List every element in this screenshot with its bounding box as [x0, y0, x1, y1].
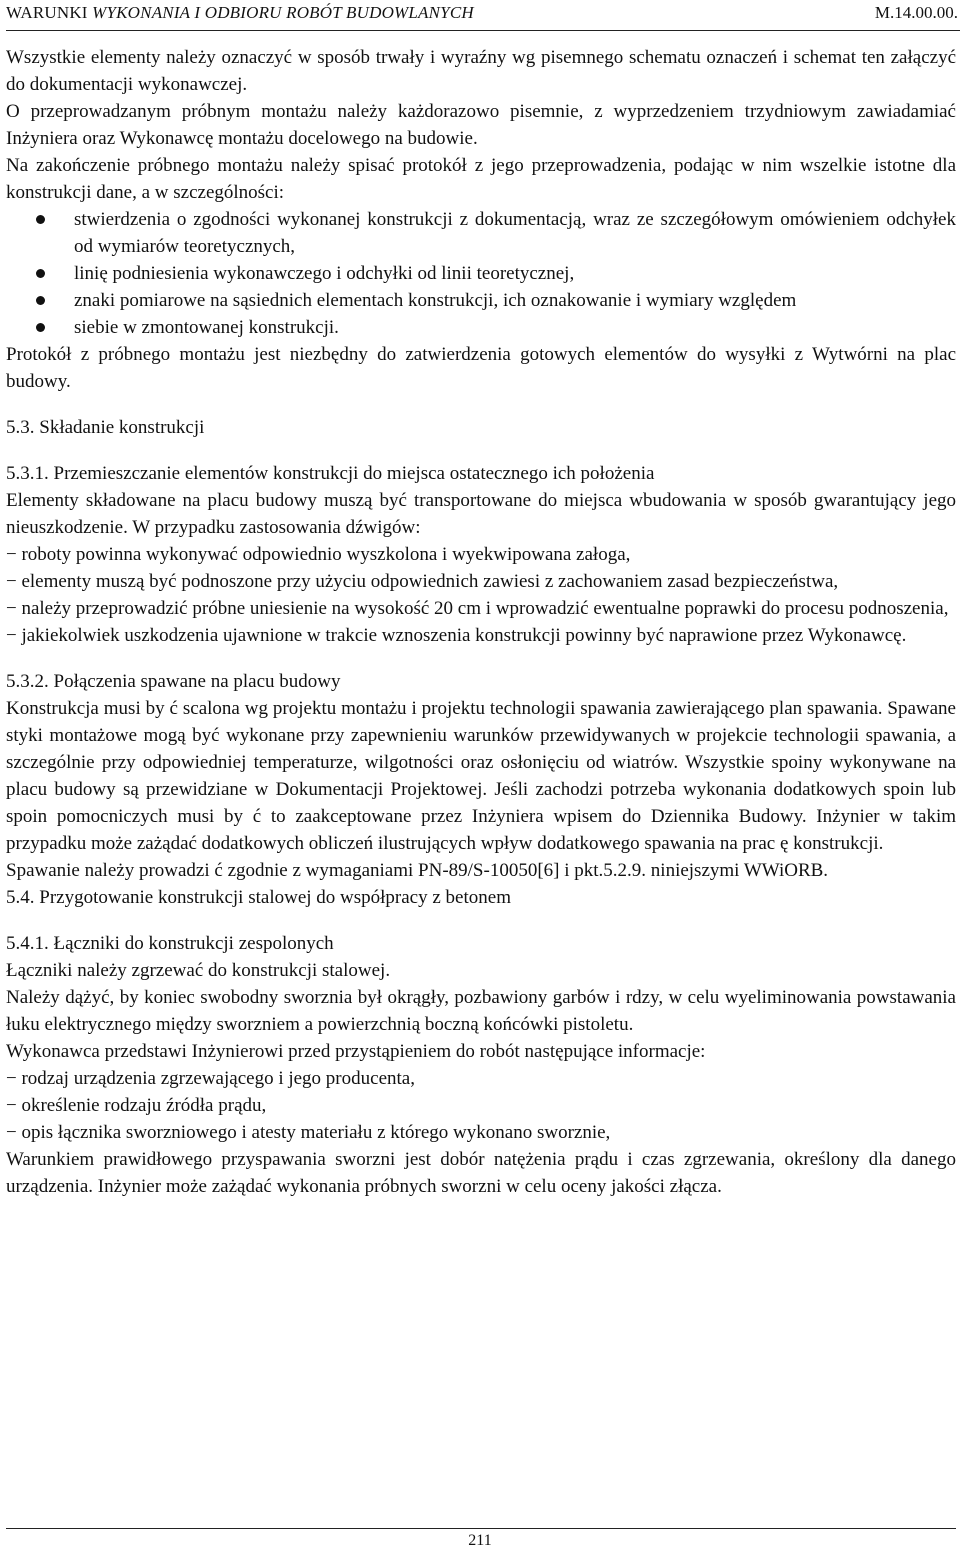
paragraph: Warunkiem prawidłowego przyspawania sworzni jest dobór natężenia prądu i czas zgrzewania, określony dla danego urządzenia. Inżynier może zażądać wykonania próbnych sworzni w celu oceny jakości złącza.: [6, 1149, 956, 1197]
section-heading-5-3: 5.3. Składanie konstrukcji: [6, 417, 205, 438]
page-header: [6, 0, 960, 31]
bullet-icon: [36, 269, 45, 278]
dash-item: − jakiekolwiek uszkodzenia ujawnione w trakcie wznoszenia konstrukcji powinny być naprawione przez Wykonawcę.: [6, 625, 907, 646]
dash-item: − należy przeprowadzić próbne uniesienie na wysokość 20 cm i wprowadzić ewentualne poprawki do procesu podnoszenia,: [6, 598, 949, 619]
list-item: znaki pomiarowe na sąsiednich elementach konstrukcji, ich oznakowanie i wymiary względem: [6, 287, 956, 314]
dash-item: − rodzaj urządzenia zgrzewającego i jego producenta,: [6, 1068, 415, 1089]
header-title: [6, 3, 474, 23]
paragraph: Elementy składowane na placu budowy muszą być transportowane do miejsca wbudowania w sposób gwarantujący jego nieuszkodzenie. W przypadku zastosowania dźwigów:: [6, 490, 956, 538]
paragraph: Łączniki należy zgrzewać do konstrukcji stalowej.: [6, 960, 391, 981]
section-heading-5-4-1: 5.4.1. Łączniki do konstrukcji zespolonych: [6, 933, 334, 954]
bullet-list: [6, 206, 956, 341]
paragraph: Konstrukcja musi by ć scalona wg projektu montażu i projektu technologii spawania zawierającego plan spawania. Spawane styki montażowe mogą być wykonane przy zapewnieniu warunków przewidywanych w projekcie technologii spawania, a szczególnie przy odpowiedniej temperaturze, wilgotności oraz osłonięciu od wiatrów. Wszystkie spoiny wykonywane na placu budowy są przewidziane w Dokumentacji Projektowej. Jeśli zachodzi potrzeba wykonania dodatkowych spoin lub spoin pomocniczych musi by ć to zaakceptowane przez Inżyniera wpisem do Dziennika Budowy. Inżynier w takim przypadku może zażądać dodatkowych obliczeń ilustrujących wpływ dodatkowego spawania na prac ę konstrukcji.: [6, 698, 956, 854]
paragraph: Wszystkie elementy należy oznaczyć w sposób trwały i wyraźny wg pisemnego schematu oznaczeń i schemat ten załączyć do dokumentacji wykonawczej.: [6, 47, 956, 95]
dash-item: − określenie rodzaju źródła prądu,: [6, 1095, 267, 1116]
footer-divider: [6, 1528, 956, 1529]
paragraph: Spawanie należy prowadzi ć zgodnie z wymaganiami PN-89/S-10050[6] i pkt.5.2.9. niniejszymi WWiORB.: [6, 860, 829, 881]
document-body: [6, 44, 956, 1200]
paragraph: Na zakończenie próbnego montażu należy spisać protokół z jego przeprowadzenia, podając w nim wszelkie istotne dla konstrukcji dane, a w szczególności:: [6, 155, 956, 203]
section-heading-5-3-1: 5.3.1. Przemieszczanie elementów konstrukcji do miejsca ostatecznego ich położenia: [6, 463, 655, 484]
paragraph: Należy dążyć, by koniec swobodny sworznia był okrągły, pozbawiony garbów i rdzy, w celu wyeliminowania powstawania łuku elektrycznego między sworzniem a powierzchnią boczną końcówki pistoletu.: [6, 987, 956, 1035]
list-item: siebie w zmontowanej konstrukcji.: [6, 314, 956, 341]
section-heading-5-4: 5.4. Przygotowanie konstrukcji stalowej do współpracy z betonem: [6, 887, 511, 908]
header-title-plain: WARUNKI: [6, 3, 88, 22]
list-item: stwierdzenia o zgodności wykonanej konstrukcji z dokumentacją, wraz ze szczegółowym omówieniem odchyłek od wymiarów teoretycznych,: [6, 206, 956, 260]
paragraph: Wykonawca przedstawi Inżynierowi przed przystąpieniem do robót następujące informacje:: [6, 1041, 706, 1062]
bullet-icon: [36, 323, 45, 332]
dash-item: − opis łącznika sworzniowego i atesty materiału z którego wykonano sworznie,: [6, 1122, 611, 1143]
header-title-italic: WYKONANIA I ODBIORU ROBÓT BUDOWLANYCH: [92, 3, 474, 22]
list-item: linię podniesienia wykonawczego i odchyłki od linii teoretycznej,: [6, 260, 956, 287]
section-heading-5-3-2: 5.3.2. Połączenia spawane na placu budowy: [6, 671, 341, 692]
bullet-icon: [36, 296, 45, 305]
bullet-icon: [36, 215, 45, 224]
spec-code: M.14.00.00.: [874, 3, 958, 22]
paragraph: Protokół z próbnego montażu jest niezbędny do zatwierdzenia gotowych elementów do wysyłki z Wytwórni na plac budowy.: [6, 344, 956, 392]
dash-item: − elementy muszą być podnoszone przy użyciu odpowiednich zawiesi z zachowaniem zasad bezpieczeństwa,: [6, 571, 839, 592]
paragraph: O przeprowadzanym próbnym montażu należy każdorazowo pisemnie, z wyprzedzeniem trzydniowym zawiadamiać Inżyniera oraz Wykonawcę montażu docelowego na budowie.: [6, 101, 956, 149]
dash-item: − roboty powinna wykonywać odpowiednio wyszkolona i wyekwipowana załoga,: [6, 544, 631, 565]
page-number: 211: [468, 1532, 492, 1549]
